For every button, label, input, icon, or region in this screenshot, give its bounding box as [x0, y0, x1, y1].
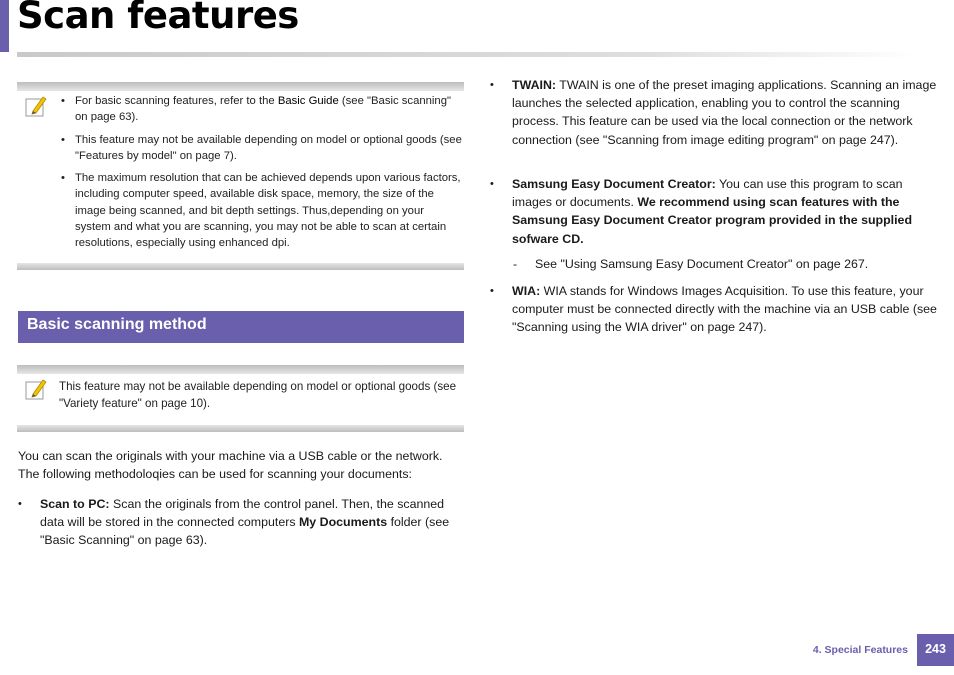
note-text: This feature may not be available depending on model or optional goods (see "Variety feature" on page 10).: [59, 380, 457, 410]
note-pencil-icon: [25, 377, 47, 401]
intro-paragraph: You can scan the originals with your machine via a USB cable or the network. The following methodoloqies can be used for scanning your documents:: [18, 449, 443, 481]
note-box-variety: [17, 365, 464, 432]
page-title: Scan features: [17, 0, 299, 37]
sub-item-dash: -: [513, 257, 518, 271]
note-box-basic: [17, 82, 464, 270]
scan-methods-list-right: [512, 76, 937, 149]
note-box-top-border: [17, 365, 464, 374]
note-item: • The maximum resolution that can be achieved depends upon various factors, including computer speed, available disk space, memory, the size of the image being scanned, and bit depth settings. Thus,depending on your system and what you are scanning, you may not be able to scan at certain resolutions, especially using enhanced dpi.: [75, 170, 462, 251]
footer-section-label: 4. Special Features: [812, 644, 908, 656]
sub-item-sedc-ref: See "Using Samsung Easy Document Creator" on page 267.: [535, 257, 869, 271]
scan-methods-list-right: [512, 282, 937, 337]
basic-guide-ref: Basic Guide: [277, 95, 339, 107]
list-item-wia: • WIA: WIA stands for Windows Images Acquisition. To use this feature, your computer must be connected directly with the machine via an USB cable (see "Scanning using the WIA driver" on page 247).: [512, 282, 937, 337]
list-item-twain: • TWAIN: TWAIN is one of the preset imaging applications. Scanning an image launches the selected application, enabling you to control the scanning process. This feature can be used via the local connection or the network connection (see "Scanning from image editing program" on page 247).: [512, 76, 937, 149]
list-item-sedc: • Samsung Easy Document Creator: You can use this program to scan images or documents. We recommend using scan features with the Samsung Easy Document Creator program provided in the supplied sofware CD.: [512, 175, 937, 248]
section-title: Basic scanning method: [27, 316, 207, 333]
note-box-top-border: [17, 82, 464, 91]
scan-methods-list-left: [40, 495, 465, 550]
note-list: [75, 93, 462, 258]
note-box-bottom-border: [17, 425, 464, 432]
note-box-bottom-border: [17, 263, 464, 270]
note-item: • This feature may not be available depending on model or optional goods (see "Features by model" on page 7).: [75, 132, 462, 165]
list-item-scan-to-pc: • Scan to PC: Scan the originals from the control panel. Then, the scanned data will be stored in the connected computers My Documents folder (see "Basic Scanning" on page 63).: [40, 495, 465, 550]
section-heading-bar: [18, 311, 464, 343]
note-item: • For basic scanning features, refer to the Basic Guide (see "Basic scanning" on page 63).: [75, 93, 462, 126]
page-number: 243: [917, 634, 954, 666]
title-underline: [17, 52, 917, 57]
note-pencil-icon: [25, 94, 47, 118]
title-accent-bar: [0, 0, 9, 52]
scan-methods-list-right: [512, 175, 937, 248]
